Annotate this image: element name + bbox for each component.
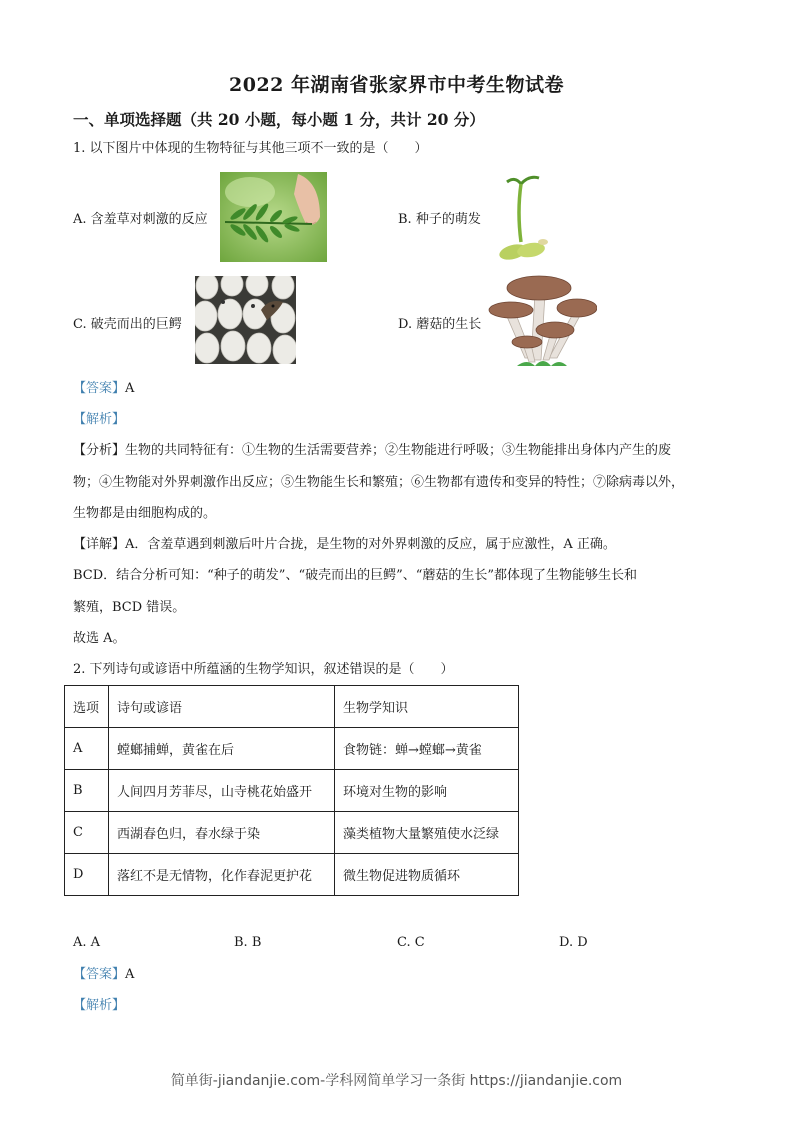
table-cell: 食物链：蝉→螳螂→黄雀	[335, 728, 519, 770]
table-cell: 微生物促进物质循环	[335, 854, 519, 896]
q2-answer	[73, 966, 134, 984]
question-2-stem: 2. 下列诗句或谚语中所蕴涵的生物学知识，叙述错误的是（ ）	[73, 662, 454, 677]
q2-choice-a: A. A	[73, 935, 101, 950]
q1-analysis-line-2: 物；④生物能对外界刺激作出反应；⑤生物能生长和繁殖；⑥生物都有遗传和变异的特性；⑦除病毒以外，	[73, 475, 685, 490]
q1-conclusion: 故选 A。	[73, 631, 126, 646]
answer-value: A	[125, 967, 135, 982]
mimosa-leaf-icon	[220, 172, 327, 262]
section-heading: 一、单项选择题（共 20 小题，每小题 1 分，共计 20 分）	[73, 110, 485, 129]
crocodile-figure	[195, 276, 296, 364]
table-header-cell: 诗句或谚语	[109, 686, 335, 728]
table-row	[65, 770, 519, 812]
sprout-icon	[495, 172, 553, 262]
table-row	[65, 728, 519, 770]
answer-value: A	[125, 381, 135, 396]
mushroom-icon	[487, 272, 597, 368]
table-cell: 螳螂捕蝉，黄雀在后	[109, 728, 335, 770]
q1-option-a-label: A. 含羞草对刺激的反应	[73, 212, 208, 227]
detail-text: A．含羞草遇到刺激后叶片合拢，是生物的对外界刺激的反应，属于应激性，A 正确。	[125, 537, 616, 552]
table-cell: 人间四月芳菲尽，山寺桃花始盛开	[109, 770, 335, 812]
q1-analysis-tag: 【解析】	[73, 412, 126, 427]
table-cell: D	[65, 854, 109, 896]
q2-table	[64, 685, 519, 896]
q1-analysis-line-3: 生物都是由细胞构成的。	[73, 506, 217, 521]
q1-detail-line-2: BCD．结合分析可知：“种子的萌发”、“破壳而出的巨鳄”、“蘑菇的生长”都体现了生物能够生长和	[73, 568, 638, 583]
page-title: 2022 年湖南省张家界市中考生物试卷	[229, 74, 564, 96]
crocodile-egg-icon	[195, 276, 296, 364]
table-row	[65, 854, 519, 896]
q1-detail-line-1	[73, 536, 616, 554]
answer-tag: 【答案】	[73, 381, 126, 396]
q1-analysis-line-1	[73, 442, 671, 460]
q2-choice-d: D. D	[559, 935, 588, 950]
question-1-stem: 1. 以下图片中体现的生物特征与其他三项不一致的是（ ）	[73, 141, 428, 156]
analysis-tag: 【分析】	[73, 443, 126, 458]
analysis-text: 生物的共同特征有：①生物的生活需要营养；②生物能进行呼吸；③生物能排出身体内产生的废	[125, 443, 672, 458]
table-header-cell: 选项	[65, 686, 109, 728]
table-cell: A	[65, 728, 109, 770]
table-header-cell: 生物学知识	[335, 686, 519, 728]
q2-analysis-tag: 【解析】	[73, 998, 126, 1013]
q1-answer	[73, 380, 134, 398]
mushroom-figure	[487, 272, 597, 368]
table-header-row	[65, 686, 519, 728]
table-cell: 环境对生物的影响	[335, 770, 519, 812]
table-cell: 藻类植物大量繁殖使水泛绿	[335, 812, 519, 854]
q1-detail-line-3: 繁殖，BCD 错误。	[73, 600, 186, 615]
seed-figure	[495, 172, 553, 262]
q1-option-d-label: D. 蘑菇的生长	[398, 317, 482, 332]
answer-tag: 【答案】	[73, 967, 126, 982]
table-cell: 落红不是无情物，化作春泥更护花	[109, 854, 335, 896]
detail-tag: 【详解】	[73, 537, 126, 552]
q1-option-c-label: C. 破壳而出的巨鳄	[73, 317, 182, 332]
table-cell: C	[65, 812, 109, 854]
footer-watermark: 简单街-jiandanjie.com-学科网简单学习一条街 https://jiandanjie.com	[170, 1073, 623, 1089]
q2-choice-b: B. B	[234, 935, 262, 950]
q1-option-b-label: B. 种子的萌发	[398, 212, 481, 227]
mimosa-figure	[220, 172, 327, 262]
table-cell: B	[65, 770, 109, 812]
q2-choice-c: C. C	[397, 935, 425, 950]
table-cell: 西湖春色归，春水绿于染	[109, 812, 335, 854]
table-row	[65, 812, 519, 854]
